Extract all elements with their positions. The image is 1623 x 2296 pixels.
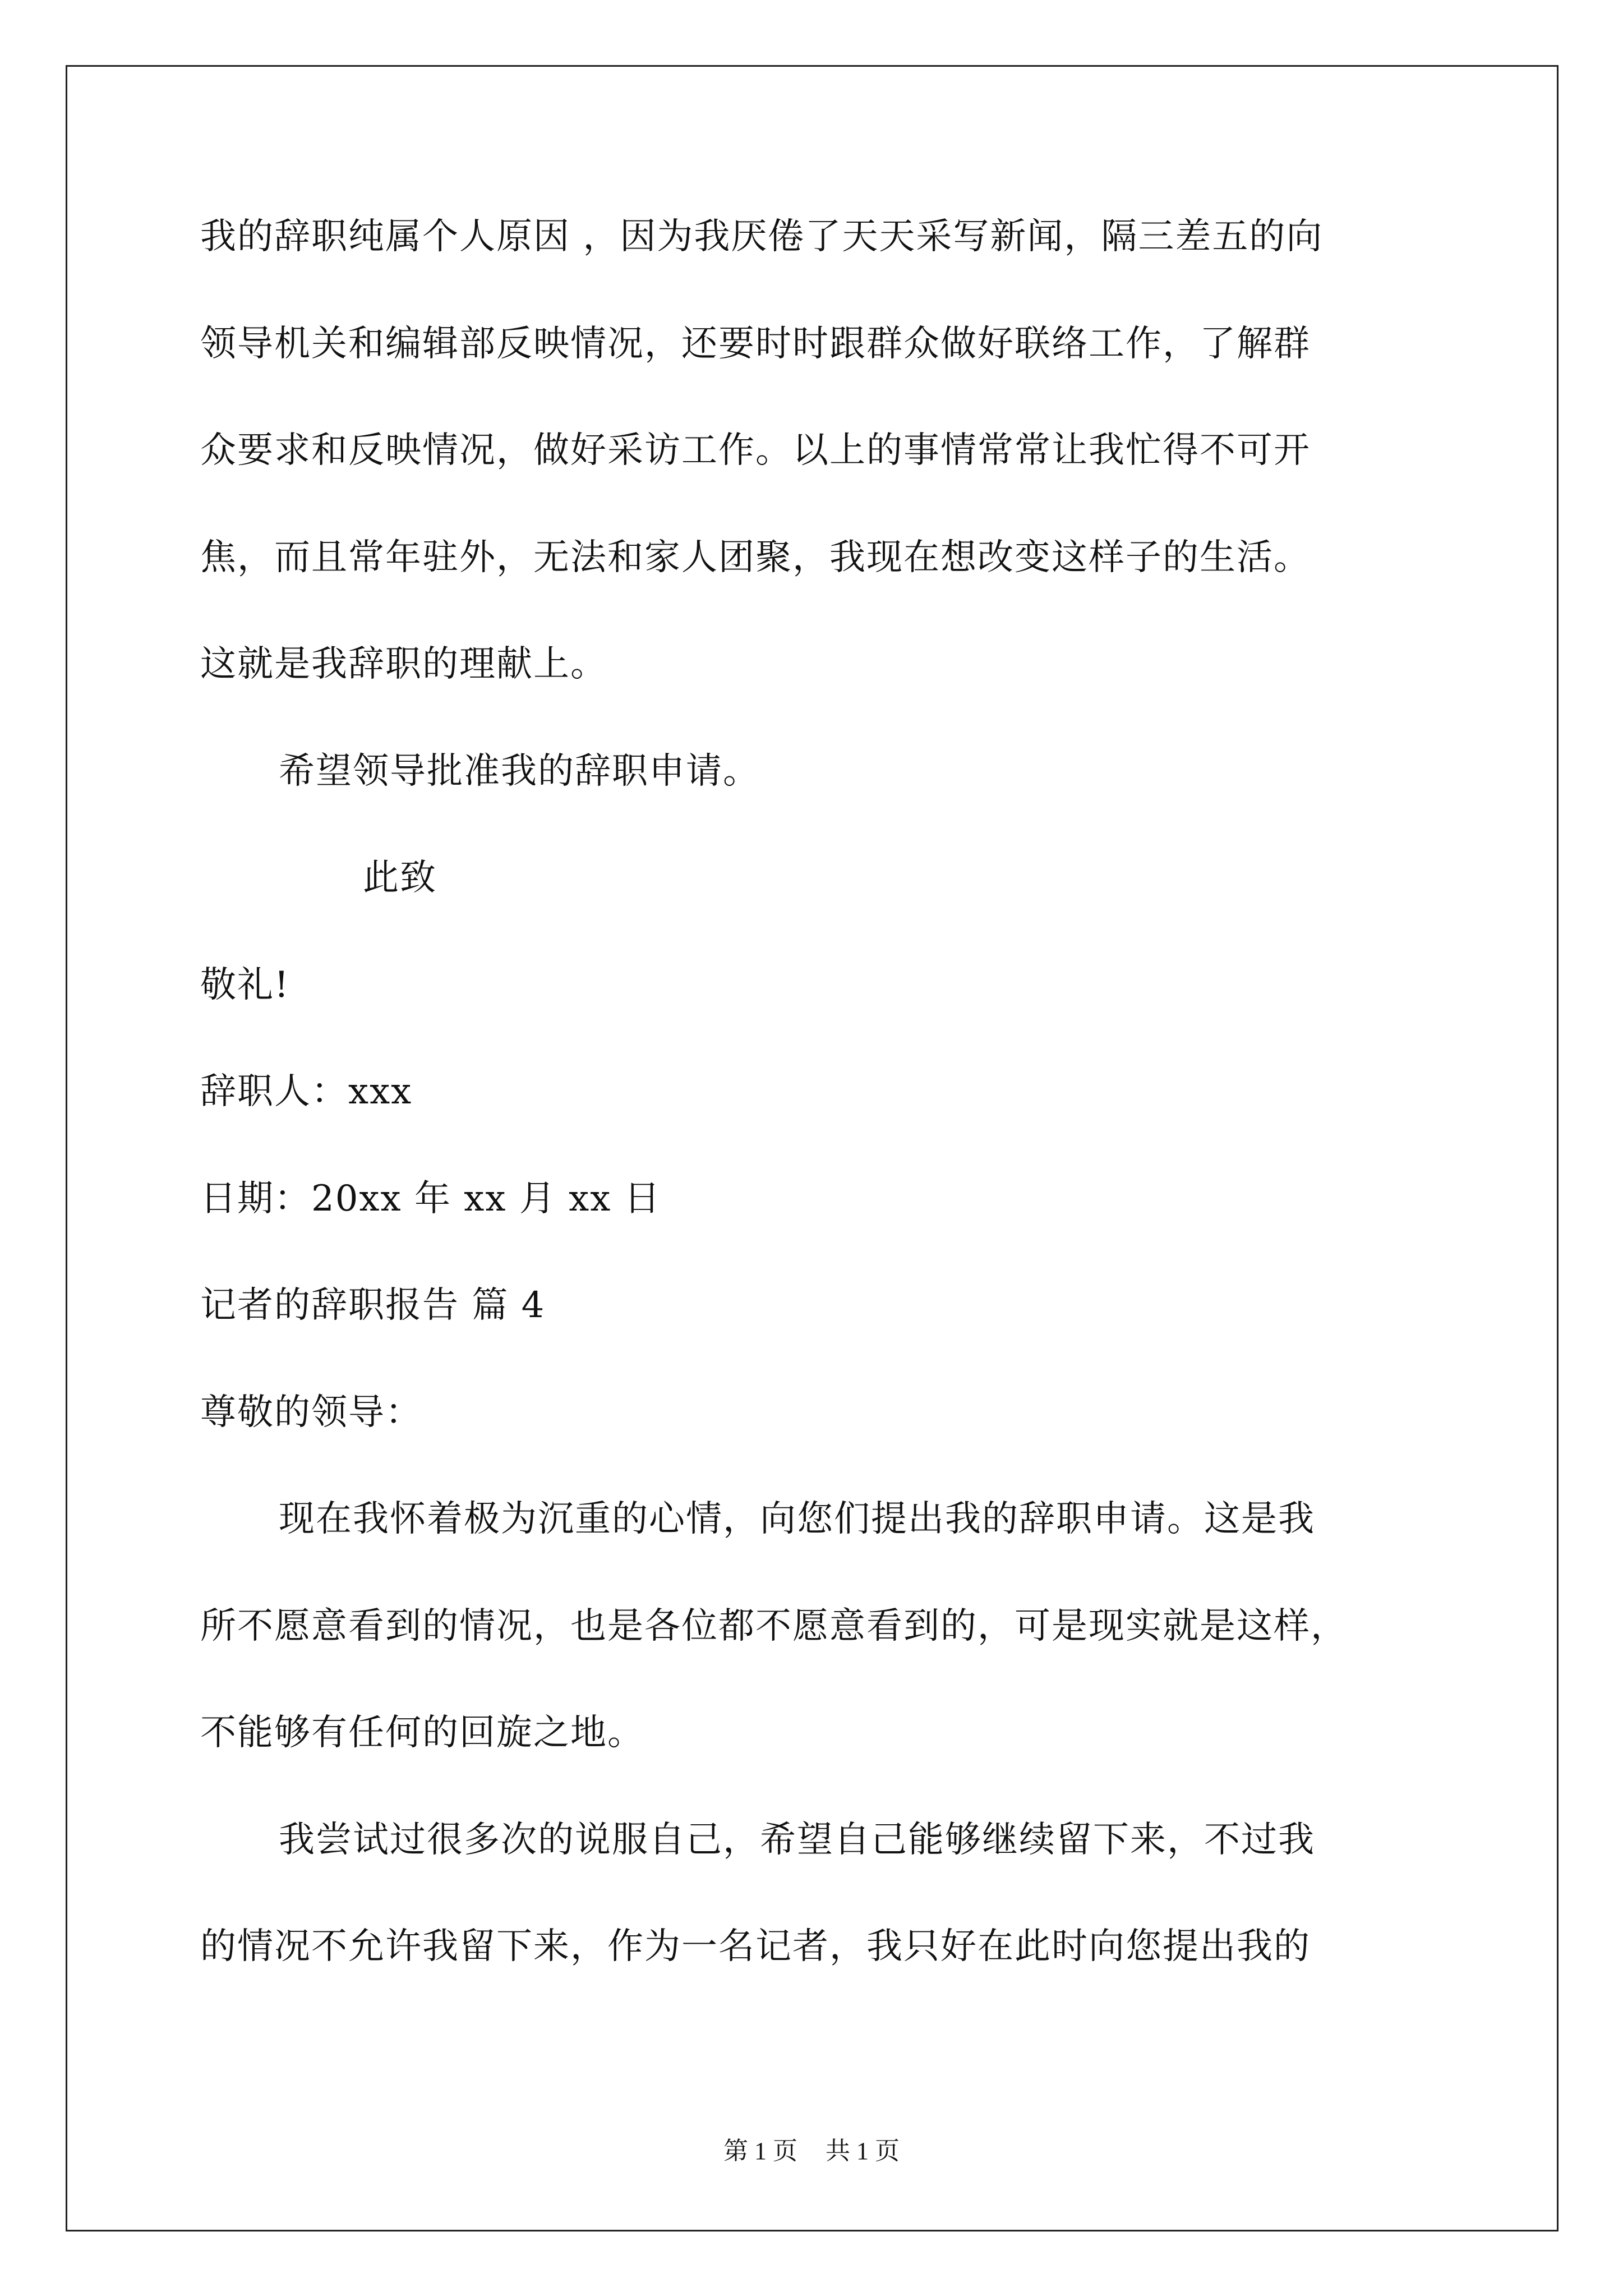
- signature-line: 辞职人：xxx: [200, 1071, 413, 1112]
- greeting-line: 尊敬的领导：: [200, 1391, 422, 1433]
- paragraph-line: 不能够有任何的回旋之地。: [200, 1712, 644, 1754]
- paragraph-line: 领导机关和编辑部反映情况，还要时时跟群众做好联络工作，了解群: [200, 323, 1311, 365]
- paragraph-line: 这就是我辞职的理献上。: [200, 643, 607, 685]
- paragraph-line: 我尝试过很多次的说服自己，希望自己能够继续留下来，不过我: [279, 1819, 1315, 1861]
- closing-regards: 敬礼!: [200, 964, 290, 1006]
- date-line: 日期：20xx 年 xx 月 xx 日: [200, 1177, 661, 1220]
- paragraph-line: 希望领导批准我的辞职申请。: [279, 750, 760, 792]
- paragraph-line: 现在我怀着极为沉重的心情，向您们提出我的辞职申请。这是我: [279, 1498, 1315, 1540]
- document-body: [200, 209, 1434, 2026]
- paragraph-line: 我的辞职纯属个人原因 ，因为我厌倦了天天采写新闻，隔三差五的向: [200, 216, 1324, 257]
- paragraph-line: 焦，而且常年驻外，无法和家人团聚，我现在想改变这样子的生活。: [200, 536, 1311, 578]
- page-footer: [0, 2134, 1623, 2168]
- page-total: 共 1 页: [826, 2137, 900, 2165]
- closing-salutation: 此致: [363, 857, 437, 899]
- paragraph-line: 的情况不允许我留下来，作为一名记者，我只好在此时向您提出我的: [200, 1926, 1311, 1967]
- page-number: 第 1 页: [723, 2137, 797, 2165]
- paragraph-line: 众要求和反映情况，做好采访工作。以上的事情常常让我忙得不可开: [200, 430, 1311, 471]
- section-heading: 记者的辞职报告 篇 4: [200, 1285, 546, 1326]
- paragraph-line: 所不愿意看到的情况，也是各位都不愿意看到的，可是现实就是这样，: [200, 1605, 1348, 1647]
